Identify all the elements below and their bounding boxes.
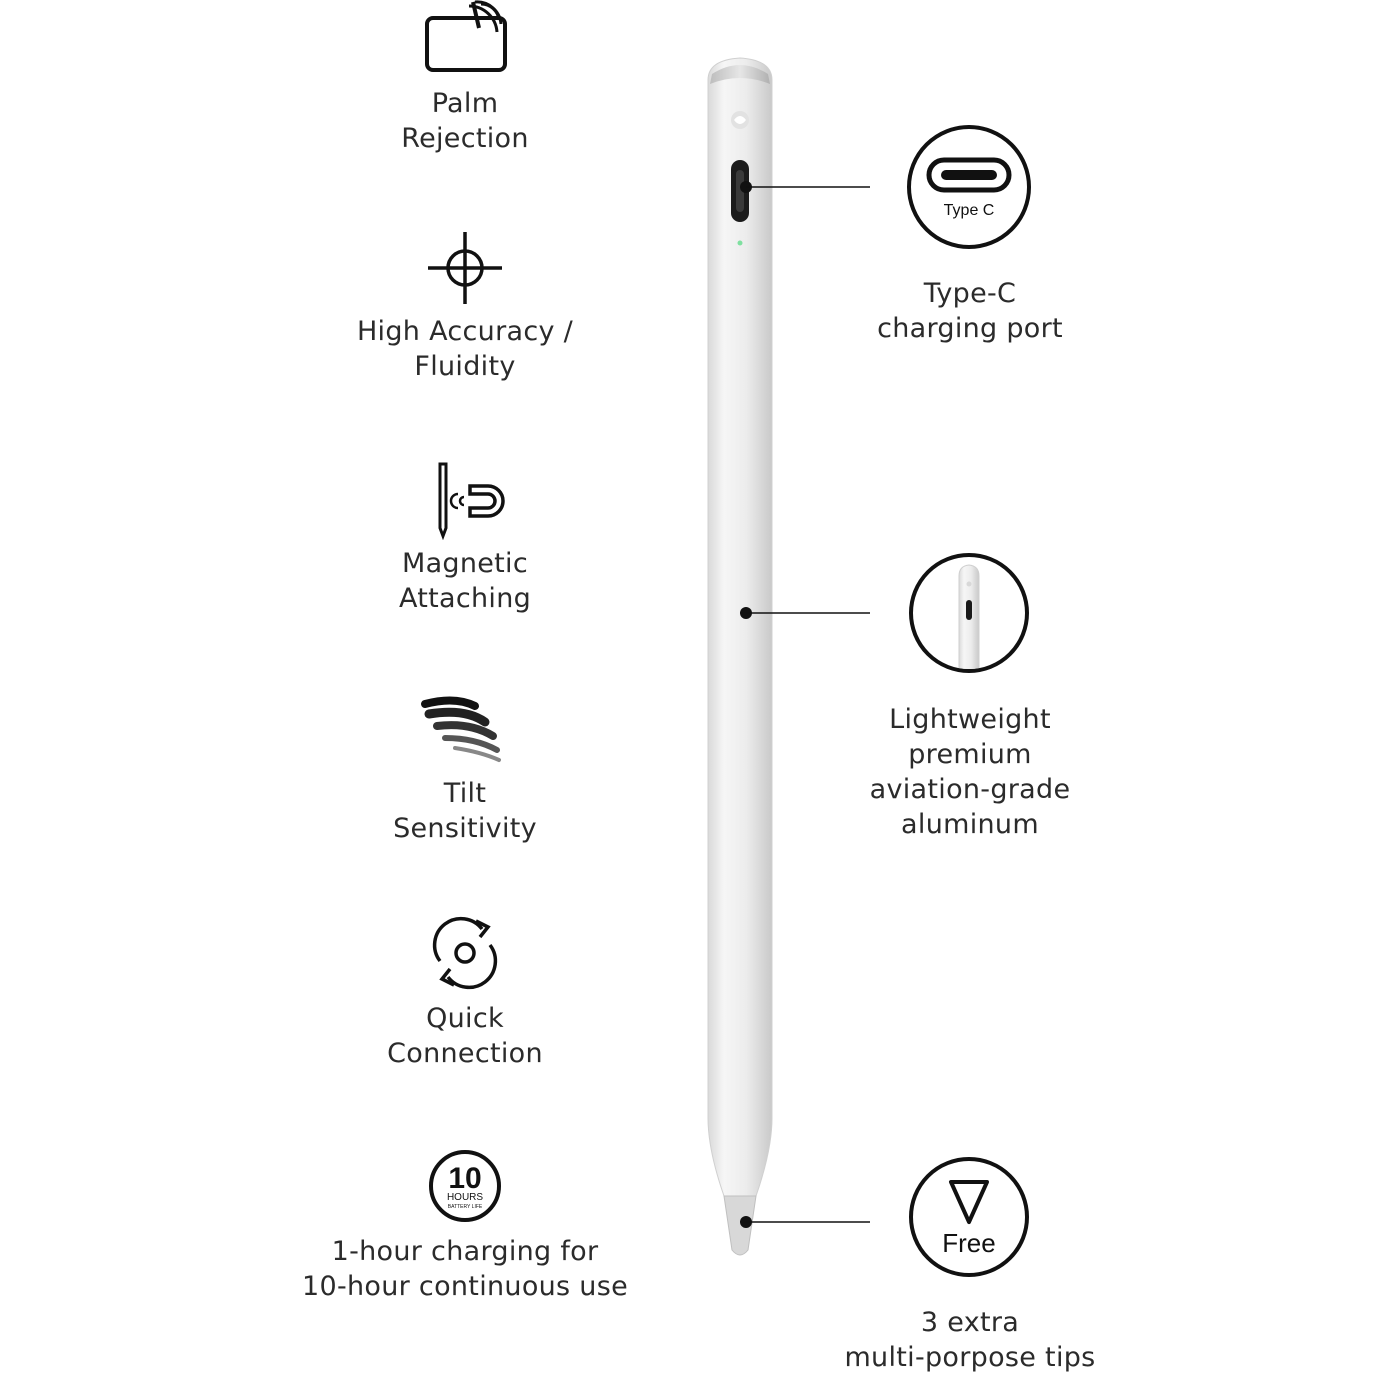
callout-label-type-c: Type-C charging port [877, 278, 1063, 344]
usb-c-icon [909, 127, 1029, 247]
battery-hours-caption: BATTERY LIFE [447, 1204, 483, 1210]
feature-label: Quick Connection [387, 1003, 543, 1069]
free-badge-text: Free [942, 1228, 996, 1258]
battery-hours-number: 10 [448, 1162, 482, 1195]
battery-hours-unit: HOURS [446, 1192, 484, 1203]
feature-label: 1-hour charging for 10-hour continuous use [302, 1236, 628, 1302]
stylus-pencil [708, 58, 772, 1255]
feature-label: High Accuracy / Fluidity [356, 316, 574, 382]
tip-icon [911, 1159, 1027, 1275]
feature-label: Palm Rejection [401, 88, 529, 154]
type-c-badge-text: Type C [943, 202, 995, 219]
callout-label-tips: 3 extra multi-porpose tips [844, 1307, 1096, 1373]
pencil-tip [724, 1196, 756, 1255]
status-led [738, 241, 743, 246]
callout-label-aluminum: Lightweight premium aviation-grade aluminum [869, 704, 1071, 840]
feature-label: Tilt Sensitivity [393, 778, 537, 844]
feature-label: Magnetic Attaching [398, 548, 532, 614]
pencil-closeup-icon [911, 555, 1027, 680]
callout-connector-tip [740, 1216, 870, 1228]
